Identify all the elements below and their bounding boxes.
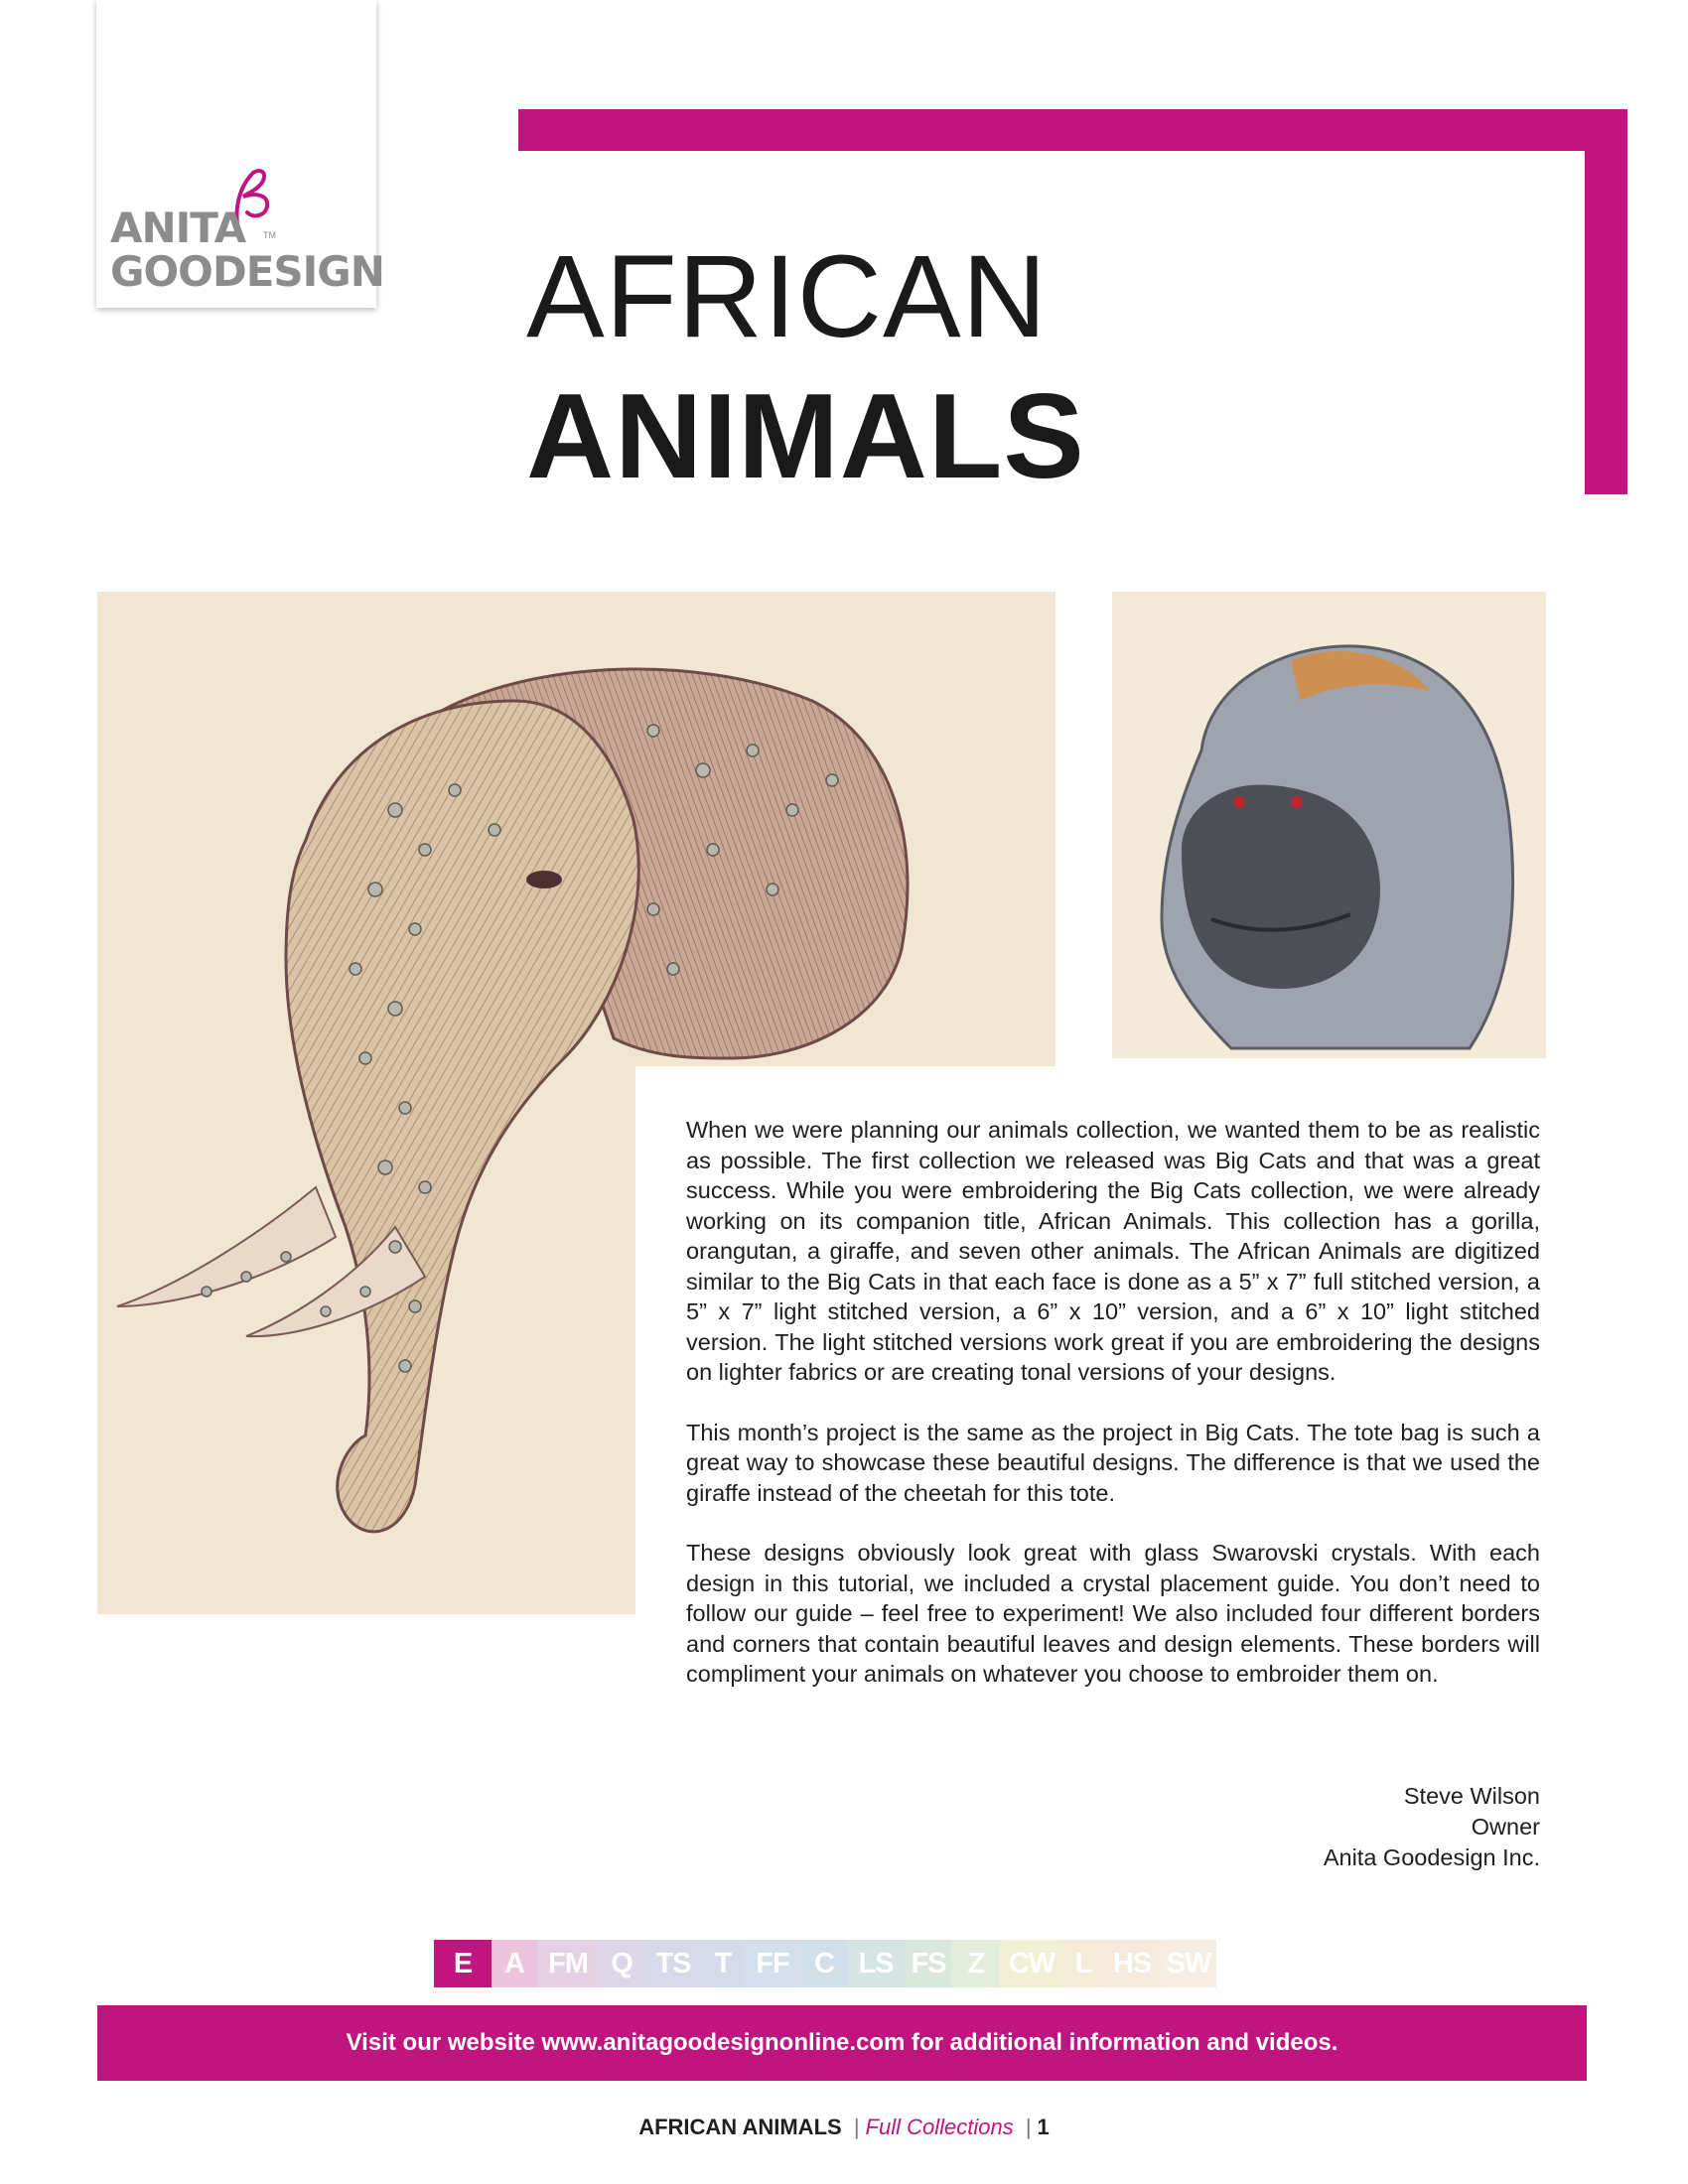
category-tab-cw[interactable]: CW: [1000, 1940, 1063, 1987]
frame-top-bar: [518, 109, 1627, 151]
category-tab-z[interactable]: Z: [952, 1940, 1000, 1987]
page-footer: [0, 2115, 1688, 2140]
frame-side-bar: [1585, 109, 1627, 494]
logo-wordmark: [110, 206, 384, 294]
website-banner: [97, 2005, 1587, 2081]
logo-tab: [96, 0, 384, 308]
footer-subtitle: Full Collections: [865, 2115, 1014, 2139]
category-tab-fm[interactable]: FM: [537, 1940, 599, 1987]
category-tab-q[interactable]: Q: [599, 1940, 644, 1987]
signature-company: Anita Goodesign Inc.: [1323, 1844, 1540, 1870]
intro-paragraph-2: This month’s project is the same as the project in Big Cats. The tote bag is such a great way to showcase these beautiful designs. The difference is that we used the giraffe instead of the cheetah for this tote.: [686, 1419, 1540, 1506]
category-tab-ts[interactable]: TS: [644, 1940, 702, 1987]
category-tab-ff[interactable]: FF: [744, 1940, 801, 1987]
category-tab-c[interactable]: C: [801, 1940, 847, 1987]
logo-trademark: TM: [263, 230, 276, 240]
page-number: 1: [1037, 2115, 1050, 2139]
footer-separator: |: [853, 2115, 860, 2139]
page-title-line1: AFRICAN: [526, 231, 1048, 362]
category-tab-hs[interactable]: HS: [1103, 1940, 1161, 1987]
gorilla-photo: [1112, 592, 1546, 1058]
category-tab-t[interactable]: T: [702, 1940, 744, 1987]
gorilla-embroidery-illustration: [1112, 592, 1546, 1058]
page-title-line2: ANIMALS: [526, 368, 1085, 503]
category-tabs: [434, 1940, 1216, 1987]
intro-text: [686, 1115, 1540, 1719]
intro-paragraph-3: These designs obviously look great with glass Swarovski crystals. With each design in this tutorial, we included a crystal placement guide. You don’t need to follow our guide – feel free to experiment! We also included four different borders and corners that contain beautiful leaves and design elements. These borders will compliment your animals on whatever you choose to embroider them on.: [686, 1540, 1540, 1687]
website-banner-text: Visit our website www.anitagoodesignonline.com for additional information and videos.: [346, 2029, 1338, 2056]
logo-line-goodesign: GOODESIGN: [110, 247, 384, 296]
category-tab-a[interactable]: A: [492, 1940, 537, 1987]
logo-line-anita: ANITA: [110, 204, 246, 252]
category-tab-e[interactable]: E: [434, 1940, 492, 1987]
category-tab-ls[interactable]: LS: [847, 1940, 905, 1987]
intro-paragraph-1: When we were planning our animals collection, we wanted them to be as realistic as possible. The first collection we released was Big Cats and that was a great success. While you were embroidering the Big Cats collection, we were already working on its companion title, African Animals. This collection has a gorilla, orangutan, a giraffe, and seven other animals. The African Animals are digitized similar to the Big Cats in that each face is done as a 5” x 7” full stitched version, a 5” x 7” light stitched version, a 6” x 10” version, and a 6” x 10” light stitched version. The light stitched versions work great if you are embroidering the designs on lighter fabrics or are creating tonal versions of your designs.: [686, 1117, 1540, 1385]
signature-name: Steve Wilson: [1403, 1783, 1540, 1809]
signature-role: Owner: [1471, 1814, 1540, 1840]
footer-separator: |: [1025, 2115, 1032, 2139]
footer-title: AFRICAN ANIMALS: [638, 2115, 842, 2139]
signature-block: [1324, 1781, 1540, 1873]
category-tab-sw[interactable]: SW: [1161, 1940, 1216, 1987]
category-tab-l[interactable]: L: [1063, 1940, 1103, 1987]
category-tab-fs[interactable]: FS: [905, 1940, 952, 1987]
